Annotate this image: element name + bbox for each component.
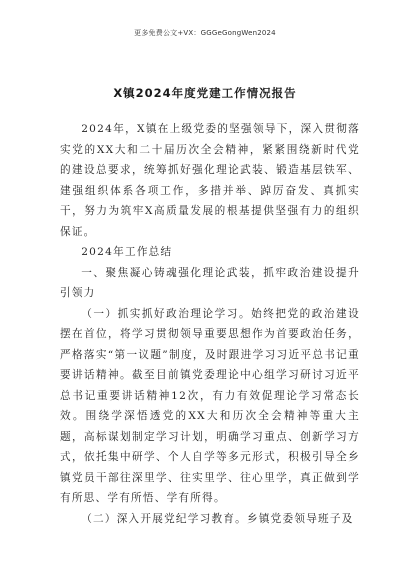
section-heading-summary: 2024年工作总结 — [81, 246, 173, 258]
section-heading-one: 一、聚焦凝心铸魂强化理论武装，抓牢政治建设提升引领力 — [60, 266, 360, 299]
paragraph-theory-study: （一）抓实抓好政治理论学习。始终把党的政治建设摆在首位，将学习贯彻领导重要思想作为首要政治任务，严格落实“第一议题”制度，及时跟进学习习近平总书记重要讲话精神。截至目前镇党委理论中心组学习研讨习近平总书记重要讲话精神12次，有力有效促理论学习常态长效。围绕学深悟透党的XX大和历次全会精神等重大主题，高标谋划制定学习计划，明确学习重点、创新学习方式，依托集中研学、个人自学等多元形式，积极引导全乡镇党员干部往深里学、往实里学、往心里学，真正做到学有所思、学有所悟、学有所得。 — [60, 307, 360, 504]
document-title: X镇2024年度党建工作情况报告 — [113, 86, 297, 100]
paragraph-discipline-education: （二）深入开展党纪学习教育。乡镇党委领导班子及 — [81, 512, 354, 525]
paragraph-intro: 2024年，X镇在上级党委的坚强领导下，深入贯彻落实党的XX大和二十届历次全会精神，紧紧围绕新时代党的建设总要求，统筹抓好强化理论武装、锻造基层铁军、建强组织体系各项工作，多措并举、踔厉奋发、真抓实干，努力为筑牢X高质量发展的根基提供坚强有力的组织保证。 — [60, 123, 360, 238]
header-note: 更多免费公文+VX：GGGeGongWen2024 — [134, 29, 276, 37]
document-body — [60, 119, 360, 529]
